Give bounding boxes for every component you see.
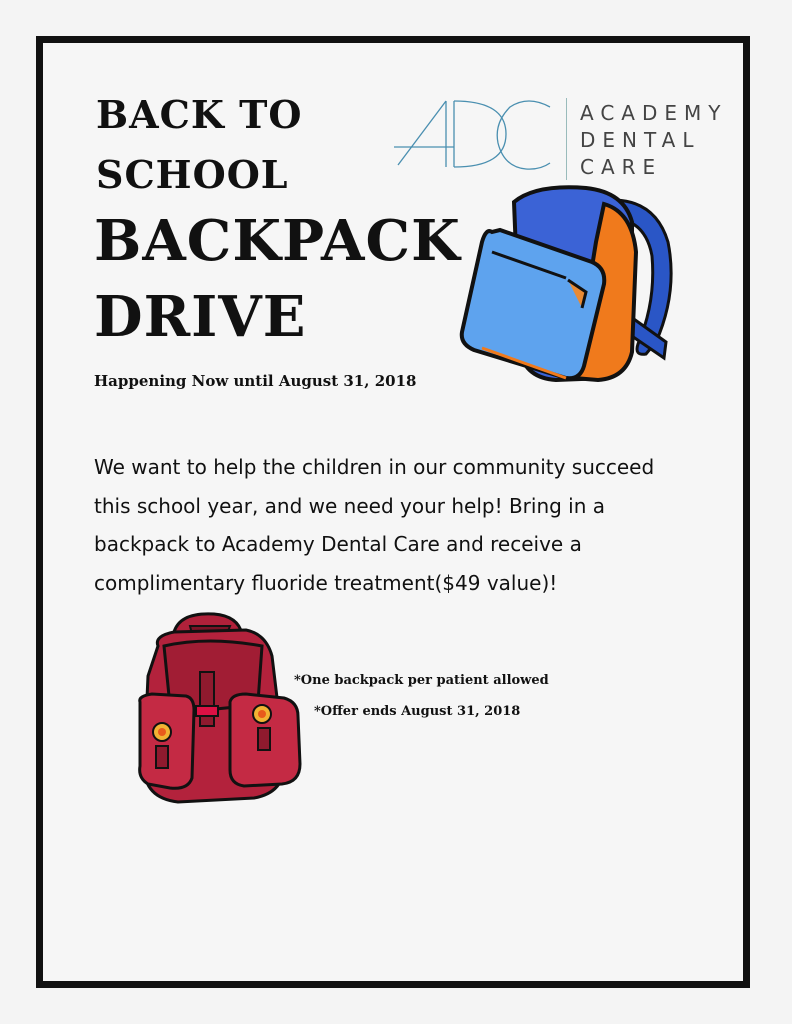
body-line-1: We want to help the children in our community succeed xyxy=(94,455,655,479)
body-line-3: backpack to Academy Dental Care and receive a xyxy=(94,532,582,556)
title-line-1: BACK TO xyxy=(96,92,303,137)
logo-word-care: CARE xyxy=(580,155,663,179)
note-one-per-patient: *One backpack per patient allowed xyxy=(294,673,549,688)
event-dates: Happening Now until August 31, 2018 xyxy=(94,372,417,390)
adc-logo-mark xyxy=(394,95,554,180)
logo-divider xyxy=(566,98,567,180)
blue-backpack-icon xyxy=(456,182,676,382)
logo-word-academy: ACADEMY xyxy=(580,101,728,125)
note-offer-ends: *Offer ends August 31, 2018 xyxy=(314,704,521,719)
title-line-3: BACKPACK xyxy=(94,208,461,274)
red-backpack-icon xyxy=(134,606,314,806)
logo-letters-text: ADC xyxy=(394,95,397,96)
logo-word-dental: DENTAL xyxy=(580,128,701,152)
body-line-2: this school year, and we need your help! Bring in a xyxy=(94,493,606,518)
title-line-4: DRIVE xyxy=(94,284,307,350)
body-paragraph xyxy=(94,448,694,602)
title-line-2: SCHOOL xyxy=(96,152,289,197)
logo-wordmark xyxy=(580,100,728,181)
body-line-4: complimentary fluoride treatment($49 value)! xyxy=(94,570,558,595)
